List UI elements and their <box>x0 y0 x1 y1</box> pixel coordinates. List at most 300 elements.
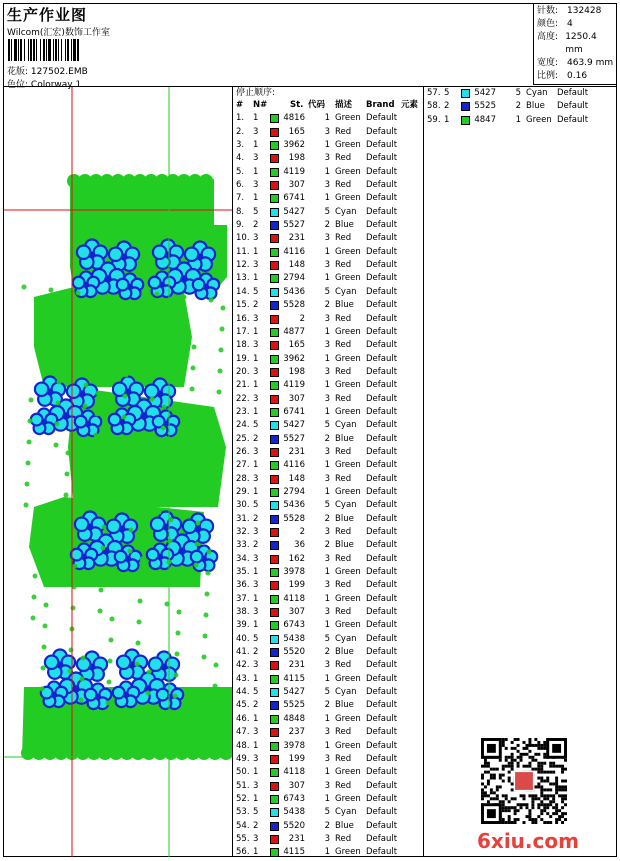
stitch-dot <box>83 404 88 409</box>
color-swatch <box>270 742 279 751</box>
stitch-dot <box>92 475 97 480</box>
stitch-dot <box>100 567 105 572</box>
qr-module <box>537 753 540 756</box>
stitch-dot <box>147 670 152 675</box>
petal <box>147 549 159 561</box>
table-row: 40. 5 5438 5 Cyan Default <box>236 633 398 644</box>
table-row: 52. 1 6743 1 Green Default <box>236 793 398 804</box>
stitch-dot <box>63 514 68 519</box>
qr-module <box>528 756 531 759</box>
qr-module <box>561 800 564 803</box>
qr-module <box>528 750 531 753</box>
stitch-dot <box>96 391 101 396</box>
qr-module <box>555 803 558 806</box>
colorway-value: Colorway 1 <box>30 80 82 90</box>
stitch-dot <box>175 652 180 657</box>
qr-module <box>487 771 490 774</box>
color-swatch <box>270 715 279 724</box>
flower-center <box>203 284 209 290</box>
color-swatch <box>270 381 279 390</box>
qr-module <box>549 762 552 765</box>
stitch-dot <box>155 292 160 297</box>
qr-module <box>496 768 499 771</box>
stitch-dot <box>184 723 189 728</box>
qr-module <box>540 800 543 803</box>
qr-module <box>502 780 505 783</box>
stitch-dot <box>152 355 157 360</box>
qr-module <box>517 738 520 741</box>
qr-module <box>549 782 552 785</box>
qr-module <box>508 809 511 812</box>
qr-module <box>490 791 493 794</box>
qr-module <box>481 791 484 794</box>
stitch-dot <box>206 571 211 576</box>
qr-module <box>511 741 514 744</box>
qr-module <box>505 759 508 762</box>
stitch-dot <box>88 299 93 304</box>
qr-module <box>537 815 540 818</box>
qr-module <box>543 762 546 765</box>
qr-module <box>508 818 511 821</box>
qr-module <box>564 780 567 783</box>
color-swatch <box>270 328 279 337</box>
stitch-dot <box>94 433 99 438</box>
color-swatch <box>270 675 279 684</box>
color-swatch <box>270 488 279 497</box>
qr-module <box>499 777 502 780</box>
stitch-dot <box>103 504 108 509</box>
qr-module <box>517 818 520 821</box>
qr-module <box>564 768 567 771</box>
qr-module <box>543 753 546 756</box>
qr-module <box>525 806 528 809</box>
qr-module <box>505 809 508 812</box>
stitch-dot <box>151 376 156 381</box>
qr-module <box>499 774 502 777</box>
qr-module <box>564 794 567 797</box>
stat-colors: 颜色: 4 <box>537 19 573 29</box>
qr-module <box>505 756 508 759</box>
qr-module <box>555 818 558 821</box>
stitch-dot <box>78 719 83 724</box>
flower-center <box>72 685 79 692</box>
qr-module <box>517 756 520 759</box>
table-row: 49. 3 199 3 Red Default <box>236 753 398 764</box>
stitch-dot <box>51 716 56 721</box>
qr-module <box>487 809 496 818</box>
petal <box>109 414 121 426</box>
color-swatch <box>270 621 279 630</box>
qr-module <box>481 782 484 785</box>
qr-module <box>499 785 502 788</box>
stitch-dot <box>95 412 100 417</box>
qr-center-seal-icon <box>515 772 533 790</box>
stitch-dot <box>114 323 119 328</box>
table-row: 19. 1 3962 1 Green Default <box>236 353 398 364</box>
qr-module <box>561 794 564 797</box>
qr-module <box>511 788 514 791</box>
qr-module <box>546 788 549 791</box>
qr-module <box>543 771 546 774</box>
flower-center <box>157 554 163 560</box>
color-swatch <box>270 475 279 484</box>
stitch-dot <box>87 320 92 325</box>
qr-module <box>520 753 523 756</box>
stitch-dot <box>145 712 150 717</box>
qr-module <box>505 747 508 750</box>
table-row: 58. 2 5525 2 Blue Default <box>427 101 589 112</box>
qr-module <box>546 806 549 809</box>
stitch-dot <box>172 715 177 720</box>
stitch-dot <box>29 398 34 403</box>
color-swatch <box>270 234 279 243</box>
table-body-1 <box>234 112 423 859</box>
color-swatch <box>270 368 279 377</box>
table-row: 45. 2 5525 2 Blue Default <box>236 700 398 711</box>
stitch-dot <box>196 521 201 526</box>
qr-module <box>514 797 517 800</box>
stitch-dot <box>39 708 44 713</box>
qr-module <box>481 765 484 768</box>
qr-module <box>564 818 567 821</box>
stitch-dot <box>159 468 164 473</box>
color-swatch <box>270 395 279 404</box>
color-swatch <box>270 461 279 470</box>
qr-module <box>555 821 558 824</box>
petal <box>185 248 198 261</box>
qr-module <box>520 756 523 759</box>
stitch-dot <box>110 617 115 622</box>
qr-module <box>508 800 511 803</box>
stitch-dot <box>161 426 166 431</box>
qr-module <box>534 794 537 797</box>
color-swatch <box>461 89 470 98</box>
stitch-dot <box>162 405 167 410</box>
qr-module <box>531 759 534 762</box>
stitch-dot <box>221 306 226 311</box>
stitch-dot <box>180 337 185 342</box>
stitch-dot <box>190 387 195 392</box>
qr-module <box>496 797 499 800</box>
stitch-dot <box>136 641 141 646</box>
stitch-dot <box>116 751 121 756</box>
qr-module <box>514 818 517 821</box>
stitch-dot <box>64 493 69 498</box>
qr-module <box>508 765 511 768</box>
qr-module <box>552 812 555 815</box>
stitch-dot <box>203 634 208 639</box>
stitch-dot <box>79 698 84 703</box>
qr-module <box>511 768 514 771</box>
table-row: 55. 3 231 3 Red Default <box>236 833 398 844</box>
stop-sequence-table-cont <box>425 87 615 127</box>
qr-module <box>520 806 523 809</box>
petal <box>85 689 97 701</box>
qr-module <box>508 815 511 818</box>
qr-module <box>558 785 561 788</box>
qr-module <box>481 797 484 800</box>
qr-module <box>555 788 558 791</box>
qr-module <box>543 747 546 750</box>
stat-width: 宽度: 463.9 mm <box>537 58 614 68</box>
stitch-dot <box>217 390 222 395</box>
stitch-dot <box>188 429 193 434</box>
qr-module <box>517 809 520 812</box>
qr-module <box>487 765 490 768</box>
table-row: 34. 3 162 3 Red Default <box>236 553 398 564</box>
qr-module <box>528 762 531 765</box>
stitch-dot <box>182 295 187 300</box>
petal <box>149 277 161 289</box>
qr-module <box>537 797 540 800</box>
stitch-dot <box>28 419 33 424</box>
qr-module <box>543 794 546 797</box>
qr-module <box>505 765 508 768</box>
qr-module <box>561 815 564 818</box>
flower-center <box>41 419 47 425</box>
qr-module <box>517 762 520 765</box>
stitch-dot <box>153 334 158 339</box>
flower-center <box>88 663 95 670</box>
qr-module <box>511 747 514 750</box>
flower-center <box>180 275 187 282</box>
stitch-dot <box>189 408 194 413</box>
qr-module <box>552 797 555 800</box>
table-row: 16. 3 2 3 Red Default <box>236 313 398 324</box>
company-name: Wilcom(汇宏)数饰工作室 <box>7 28 110 38</box>
stitch-dot <box>129 528 134 533</box>
qr-module <box>534 753 537 756</box>
table-row: 46. 1 4848 1 Green Default <box>236 713 398 724</box>
qr-module <box>517 803 520 806</box>
qr-module <box>523 797 526 800</box>
stitch-dot <box>58 359 63 364</box>
stitch-dot <box>202 655 207 660</box>
qr-module <box>481 777 484 780</box>
stitch-dot <box>121 436 126 441</box>
qr-module <box>555 806 558 809</box>
stitch-dot <box>55 422 60 427</box>
qr-module <box>523 765 526 768</box>
qr-module <box>481 794 484 797</box>
flower-center <box>128 661 135 668</box>
qr-module <box>520 794 523 797</box>
stitch-dot <box>173 694 178 699</box>
qr-module <box>528 741 531 744</box>
qr-module <box>537 785 540 788</box>
color-swatch <box>270 194 279 203</box>
table-row: 51. 3 307 3 Red Default <box>236 780 398 791</box>
qr-module <box>558 765 561 768</box>
stitch-dot <box>42 645 47 650</box>
qr-module <box>514 821 517 824</box>
qr-module <box>502 765 505 768</box>
flower-center <box>81 554 87 560</box>
color-swatch <box>270 421 279 430</box>
table-row: 53. 5 5438 5 Cyan Default <box>236 807 398 818</box>
flower-center <box>159 282 165 288</box>
stitch-dot <box>61 556 66 561</box>
qr-module <box>540 803 543 806</box>
qr-module <box>540 780 543 783</box>
table-row: 59. 1 4847 1 Green Default <box>427 114 589 125</box>
color-swatch <box>270 595 279 604</box>
stitch-dot <box>170 497 175 502</box>
qr-module <box>543 797 546 800</box>
flower-center <box>119 419 125 425</box>
stitch-dot <box>138 599 143 604</box>
stitch-dot <box>214 663 219 668</box>
qr-module <box>487 794 490 797</box>
stitch-dot <box>150 397 155 402</box>
color-swatch <box>270 315 279 324</box>
stitch-dot <box>213 684 218 689</box>
qr-module <box>525 765 528 768</box>
color-swatch <box>270 261 279 270</box>
qr-module <box>514 747 517 750</box>
table-row: 27. 1 4116 1 Green Default <box>236 460 398 471</box>
qr-module <box>537 768 540 771</box>
qr-module <box>490 797 493 800</box>
table-row: 28. 3 148 3 Red Default <box>236 473 398 484</box>
flower-center <box>120 253 127 260</box>
stitch-dot <box>192 345 197 350</box>
stitch-dot <box>168 539 173 544</box>
stitch-dot <box>194 563 199 568</box>
stitch-dot <box>109 638 114 643</box>
qr-module <box>514 738 517 741</box>
qr-module <box>528 809 531 812</box>
qr-module <box>511 753 514 756</box>
qr-module <box>549 765 552 768</box>
qr-module <box>555 777 558 780</box>
stitch-dot <box>98 609 103 614</box>
qr-module <box>552 794 555 797</box>
qr-module <box>502 774 505 777</box>
qr-module <box>517 765 520 768</box>
stitch-dot <box>197 500 202 505</box>
color-swatch <box>270 288 279 297</box>
color-swatch <box>270 274 279 283</box>
qr-module <box>564 812 567 815</box>
qr-module <box>505 794 508 797</box>
stitch-dot <box>132 465 137 470</box>
flower-center <box>118 525 125 532</box>
qr-module <box>525 803 528 806</box>
color-swatch <box>270 341 279 350</box>
color-swatch <box>270 608 279 617</box>
qr-module <box>508 756 511 759</box>
qr-module <box>540 818 543 821</box>
qr-code-icon <box>481 738 567 824</box>
stitch-dot <box>154 313 159 318</box>
flower-center <box>201 556 207 562</box>
qr-module <box>525 747 528 750</box>
qr-module <box>502 818 505 821</box>
table-row: 14. 5 5436 5 Cyan Default <box>236 286 398 297</box>
flower-center <box>95 694 101 700</box>
qr-module <box>537 777 540 780</box>
qr-module <box>505 738 508 741</box>
petal <box>157 689 169 701</box>
qr-module <box>493 774 496 777</box>
stitch-dot <box>124 373 129 378</box>
table-header: # N# St. 代码 描述 Brand 元素 <box>236 100 419 110</box>
stitch-dot <box>48 309 53 314</box>
color-swatch <box>270 301 279 310</box>
design-file <box>7 64 88 77</box>
color-swatch <box>270 648 279 657</box>
qr-module <box>558 815 561 818</box>
qr-module <box>546 771 549 774</box>
qr-module <box>540 768 543 771</box>
qr-module <box>549 815 552 818</box>
color-swatch <box>270 515 279 524</box>
qr-module <box>502 800 505 803</box>
qr-module <box>543 788 546 791</box>
stitch-dot <box>81 656 86 661</box>
qr-module <box>543 744 546 747</box>
qr-module <box>534 797 537 800</box>
stitch-dot <box>205 592 210 597</box>
qr-module <box>502 768 505 771</box>
qr-module <box>531 806 534 809</box>
qr-module <box>520 759 523 762</box>
qr-module <box>528 818 531 821</box>
stitch-dot <box>65 472 70 477</box>
qr-module <box>552 744 561 753</box>
qr-module <box>543 741 546 744</box>
qr-module <box>502 794 505 797</box>
qr-module <box>534 785 537 788</box>
qr-module <box>511 806 514 809</box>
table-row: 11. 1 4116 1 Green Default <box>236 246 398 257</box>
color-swatch <box>270 795 279 804</box>
stitch-dot <box>54 443 59 448</box>
table-row: 6. 3 307 3 Red Default <box>236 180 398 191</box>
qr-module <box>543 803 546 806</box>
qr-module <box>525 744 528 747</box>
stitch-dot <box>66 451 71 456</box>
scallop <box>199 174 213 188</box>
qr-module <box>505 797 508 800</box>
qr-module <box>531 803 534 806</box>
flower-center <box>56 661 63 668</box>
qr-module <box>496 788 499 791</box>
petal <box>75 416 87 428</box>
qr-module <box>537 747 540 750</box>
table-row: 15. 2 5528 2 Blue Default <box>236 300 398 311</box>
qr-module <box>537 741 540 744</box>
qr-module <box>537 762 540 765</box>
table-row: 12. 3 148 3 Red Default <box>236 260 398 271</box>
stitch-dot <box>34 553 39 558</box>
qr-module <box>502 741 505 744</box>
qr-module <box>540 794 543 797</box>
color-swatch <box>270 114 279 123</box>
qr-module <box>561 765 564 768</box>
flower-center <box>194 525 201 532</box>
qr-module <box>537 765 540 768</box>
stat-scale: 比例: 0.16 <box>537 71 588 81</box>
qr-module <box>508 821 511 824</box>
qr-module <box>546 797 549 800</box>
color-swatch <box>270 128 279 137</box>
qr-module <box>540 809 543 812</box>
qr-module <box>546 812 549 815</box>
qr-module <box>528 815 531 818</box>
stitch-dot <box>31 616 36 621</box>
